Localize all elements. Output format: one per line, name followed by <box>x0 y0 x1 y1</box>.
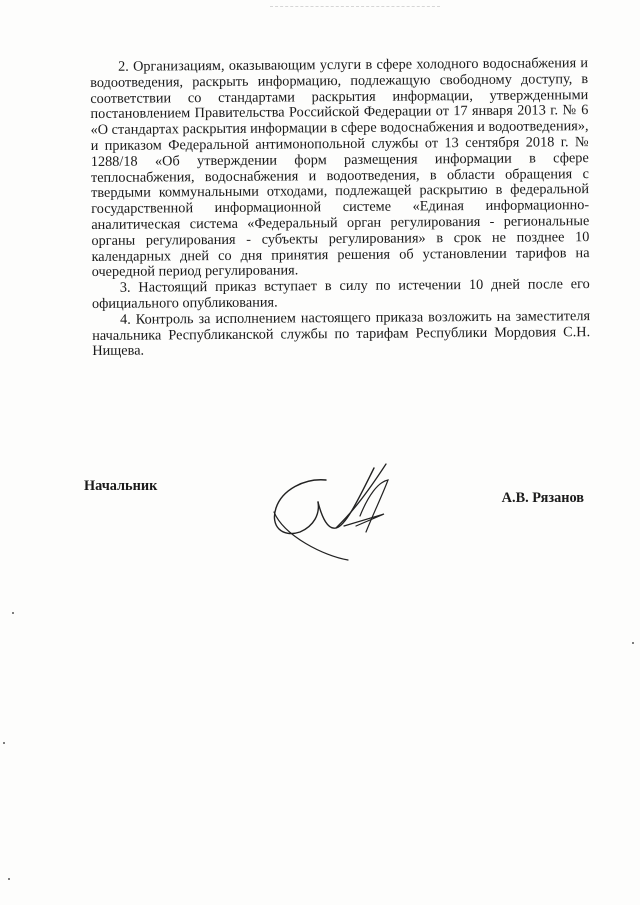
scan-speck <box>8 878 10 880</box>
paragraph-4: 4. Контроль за исполнением настоящего приказа возложить на заместителя начальника Республиканской службы по тарифам Республики Мордовия С.Н. Нищева. <box>92 307 591 360</box>
scan-speck <box>3 742 5 744</box>
scan-artifact <box>270 0 440 7</box>
signatory-title: Начальник <box>84 478 158 494</box>
document-body <box>90 56 590 360</box>
paragraph-2: 2. Организациям, оказывающим услуги в сфере холодного водоснабжения и водоотведения, раскрыть информацию, подлежащую свободному доступу, в соответствии со стандартами раскрытия информации, утвержденными постановлением Правительства Российской Федерации от 17 января 2013 г. № 6 «О стандартах раскрытия информации в сфере водоснабжения и водоотведения», и приказом Федеральной антимонопольной службы от 13 сентября 2018 г. № 1288/18 «Об утверждении форм размещения информации в сфере теплоснабжения, водоснабжения и водоотведения, в области обращения с твердыми коммунальными отходами, подлежащей раскрытию в федеральной государственной информационной системе «Единая информационно-аналитическая система «Федеральный орган регулирования - региональные органы регулирования - субъекты регулирования» в срок не позднее 10 календарных дней со дня принятия решения об установлении тарифов на очередной период регулирования. <box>90 55 590 281</box>
signature-block <box>84 476 590 586</box>
scan-speck <box>12 612 14 614</box>
signatory-name: А.В. Рязанов <box>501 490 584 506</box>
scan-speck <box>632 642 634 644</box>
paragraph-3: 3. Настоящий приказ вступает в силу по истечении 10 дней после его официального опубликования. <box>91 276 590 312</box>
handwritten-signature <box>264 456 434 566</box>
